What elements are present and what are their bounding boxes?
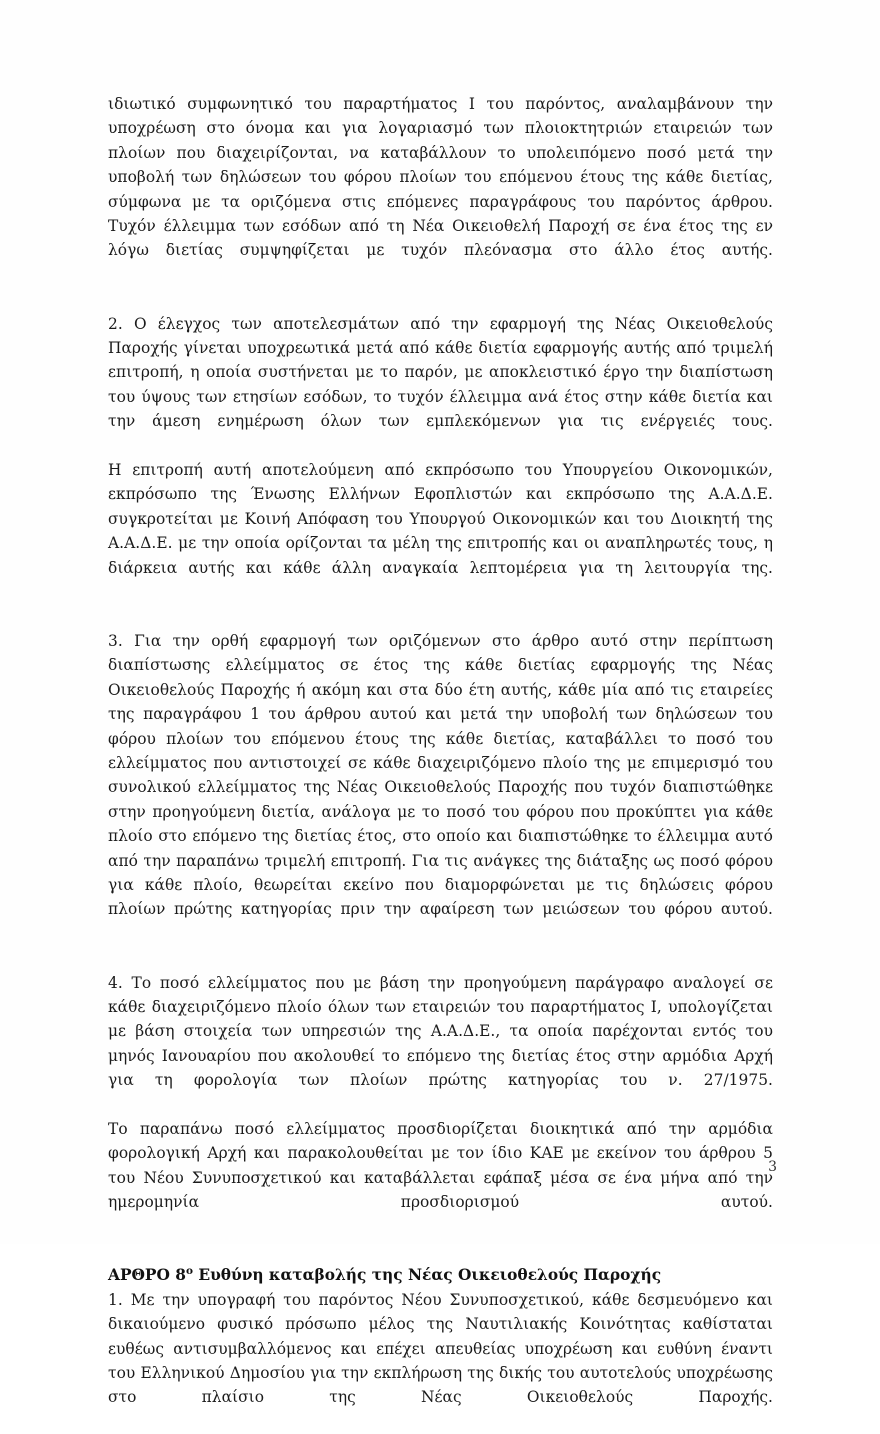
paragraph-4b: Το παραπάνω ποσό ελλείμματος προσδιορίζεται διοικητικά από την αρμόδια φορολογική Αρχή και παρακολουθείται με τον ίδιο ΚΑΕ με εκείνον του άρθρου 5 του Νέου Συνυποσχετικού και καταβάλλεται εφάπαξ μέσα σε ένα μήνα από την ημερομηνία προσδιορισμού αυτού. <box>108 1120 773 1212</box>
article-8-heading-ordinal: ο <box>185 1265 193 1278</box>
page-number: 3 <box>768 1159 777 1175</box>
paragraph-2b: Η επιτροπή αυτή αποτελούμενη από εκπρόσωπο του Υπουργείου Οικονομικών, εκπρόσωπο της Ένωσης Ελλήνων Εφοπλιστών και εκπρόσωπο της Α.Α.Δ.Ε. συγκροτείται με Κοινή Απόφαση του Υπουργού Οικονομικών και του Διοικητή της Α.Α.Δ.Ε. με την οποία ορίζονται τα μέλη της επιτροπής και οι αναπληρωτές τους, η διάρκεια αυτής και κάθε άλλη αναγκαία λεπτομέρεια για τη λειτουργία της. <box>108 461 773 577</box>
article-8-heading-prefix: ΑΡΘΡΟ 8 <box>108 1266 186 1285</box>
document-body <box>108 92 773 1434</box>
paragraph-spacer <box>108 946 773 970</box>
article-8-heading <box>108 1263 773 1287</box>
paragraph-spacer <box>108 287 773 311</box>
paragraph-spacer <box>108 1239 773 1263</box>
paragraph-3: 3. Για την ορθή εφαρμογή των οριζόμενων στο άρθρο αυτό στην περίπτωση διαπίστωσης ελλείμματος σε έτος της κάθε διετίας εφαρμογής της Νέας Οικειοθελούς Παροχής ή ακόμη και στα δύο έτη αυτής, κάθε μία από τις εταιρείες της παραγράφου 1 του άρθρου αυτού και μετά την υποβολή των δηλώσεων του φόρου πλοίων του επόμενου έτους της κάθε διετίας, καταβάλλει το ποσό του ελλείμματος που αντιστοιχεί σε κάθε διαχειριζόμενο πλοίο της με επιμερισμό του συνολικού ελλείμματος της Νέας Οικειοθελούς Παροχής που τυχόν διαπιστώθηκε στην προηγούμενη διετία, ανάλογα με το ποσό του φόρου που προκύπτει για κάθε πλοίο στο επόμενο της διετίας έτος, στο οποίο και διαπιστώθηκε το έλλειμμα αυτό από την παραπάνω τριμελή επιτροπή. Για τις ανάγκες της διάταξης ως ποσό φόρου για κάθε πλοίο, θεωρείται εκείνο που διαμορφώνεται με τις δηλώσεις φόρου πλοίων πρώτης κατηγορίας πριν την αφαίρεση των μειώσεων του φόρου αυτού. <box>108 631 773 919</box>
article-8-heading-title: Ευθύνη καταβολής της Νέας Οικειοθελούς Παροχής <box>192 1266 662 1285</box>
paragraph-4: 4. Το ποσό ελλείμματος που με βάση την προηγούμενη παράγραφο αναλογεί σε κάθε διαχειριζόμενο πλοίο όλων των εταιρειών του παραρτήματος Ι, υπολογίζεται με βάση στοιχεία των υπηρεσιών της Α.Α.Δ.Ε., τα οποία παρέχονται εντός του μηνός Ιανουαρίου που ακολουθεί το επόμενο της διετίας έτος στην αρμόδια Αρχή για τη φορολογία των πλοίων πρώτης κατηγορίας του ν. 27/1975. <box>108 973 773 1090</box>
paragraph-1-continued: ιδιωτικό συμφωνητικό του παραρτήματος Ι του παρόντος, αναλαμβάνουν την υποχρέωση στο όνομα και για λογαριασμό των πλοιοκτητριών εταιρειών των πλοίων που διαχειρίζονται, να καταβάλλουν το υπολειπόμενο ποσό μετά την υποβολή των δηλώσεων του φόρου πλοίων του επόμενου έτους της κάθε διετίας, σύμφωνα με τα οριζόμενα στις επόμενες παραγράφους του παρόντος άρθρου. Τυχόν έλλειμμα των εσόδων από τη Νέα Οικειοθελή Παροχή σε ένα έτος της εν λόγω διετίας συμψηφίζεται με τυχόν πλεόνασμα στο άλλο έτος αυτής. <box>108 95 773 260</box>
paragraph-2: 2. Ο έλεγχος των αποτελεσμάτων από την εφαρμογή της Νέας Οικειοθελούς Παροχής γίνεται υποχρεωτικά μετά από κάθε διετία εφαρμογής αυτής από τριμελή επιτροπή, η οποία συστήνεται με το παρόν, με αποκλειστικό έργο την διαπίστωση του ύψους των ετησίων εσόδων, το τυχόν έλλειμμα ανά έτος στην κάθε διετία και την άμεση ενημέρωση όλων των εμπλεκόμενων για τις ενέργειές τους. <box>108 314 773 431</box>
paragraph-spacer <box>108 605 773 629</box>
article-8-paragraph-1: 1. Με την υπογραφή του παρόντος Νέου Συνυποσχετικού, κάθε δεσμευόμενο και δικαιούμενο φυσικό πρόσωπο μέλος της Ναυτιλιακής Κοινότητας καθίσταται ευθέως αντισυμβαλλόμενος και επέχει απευθείας υποχρέωση και ευθύνη έναντι του Ελληνικού Δημοσίου για την εκπλήρωση της δικής του αυτοτελούς υποχρέωσης στο πλαίσιο της Νέας Οικειοθελούς Παροχής. <box>108 1290 773 1407</box>
